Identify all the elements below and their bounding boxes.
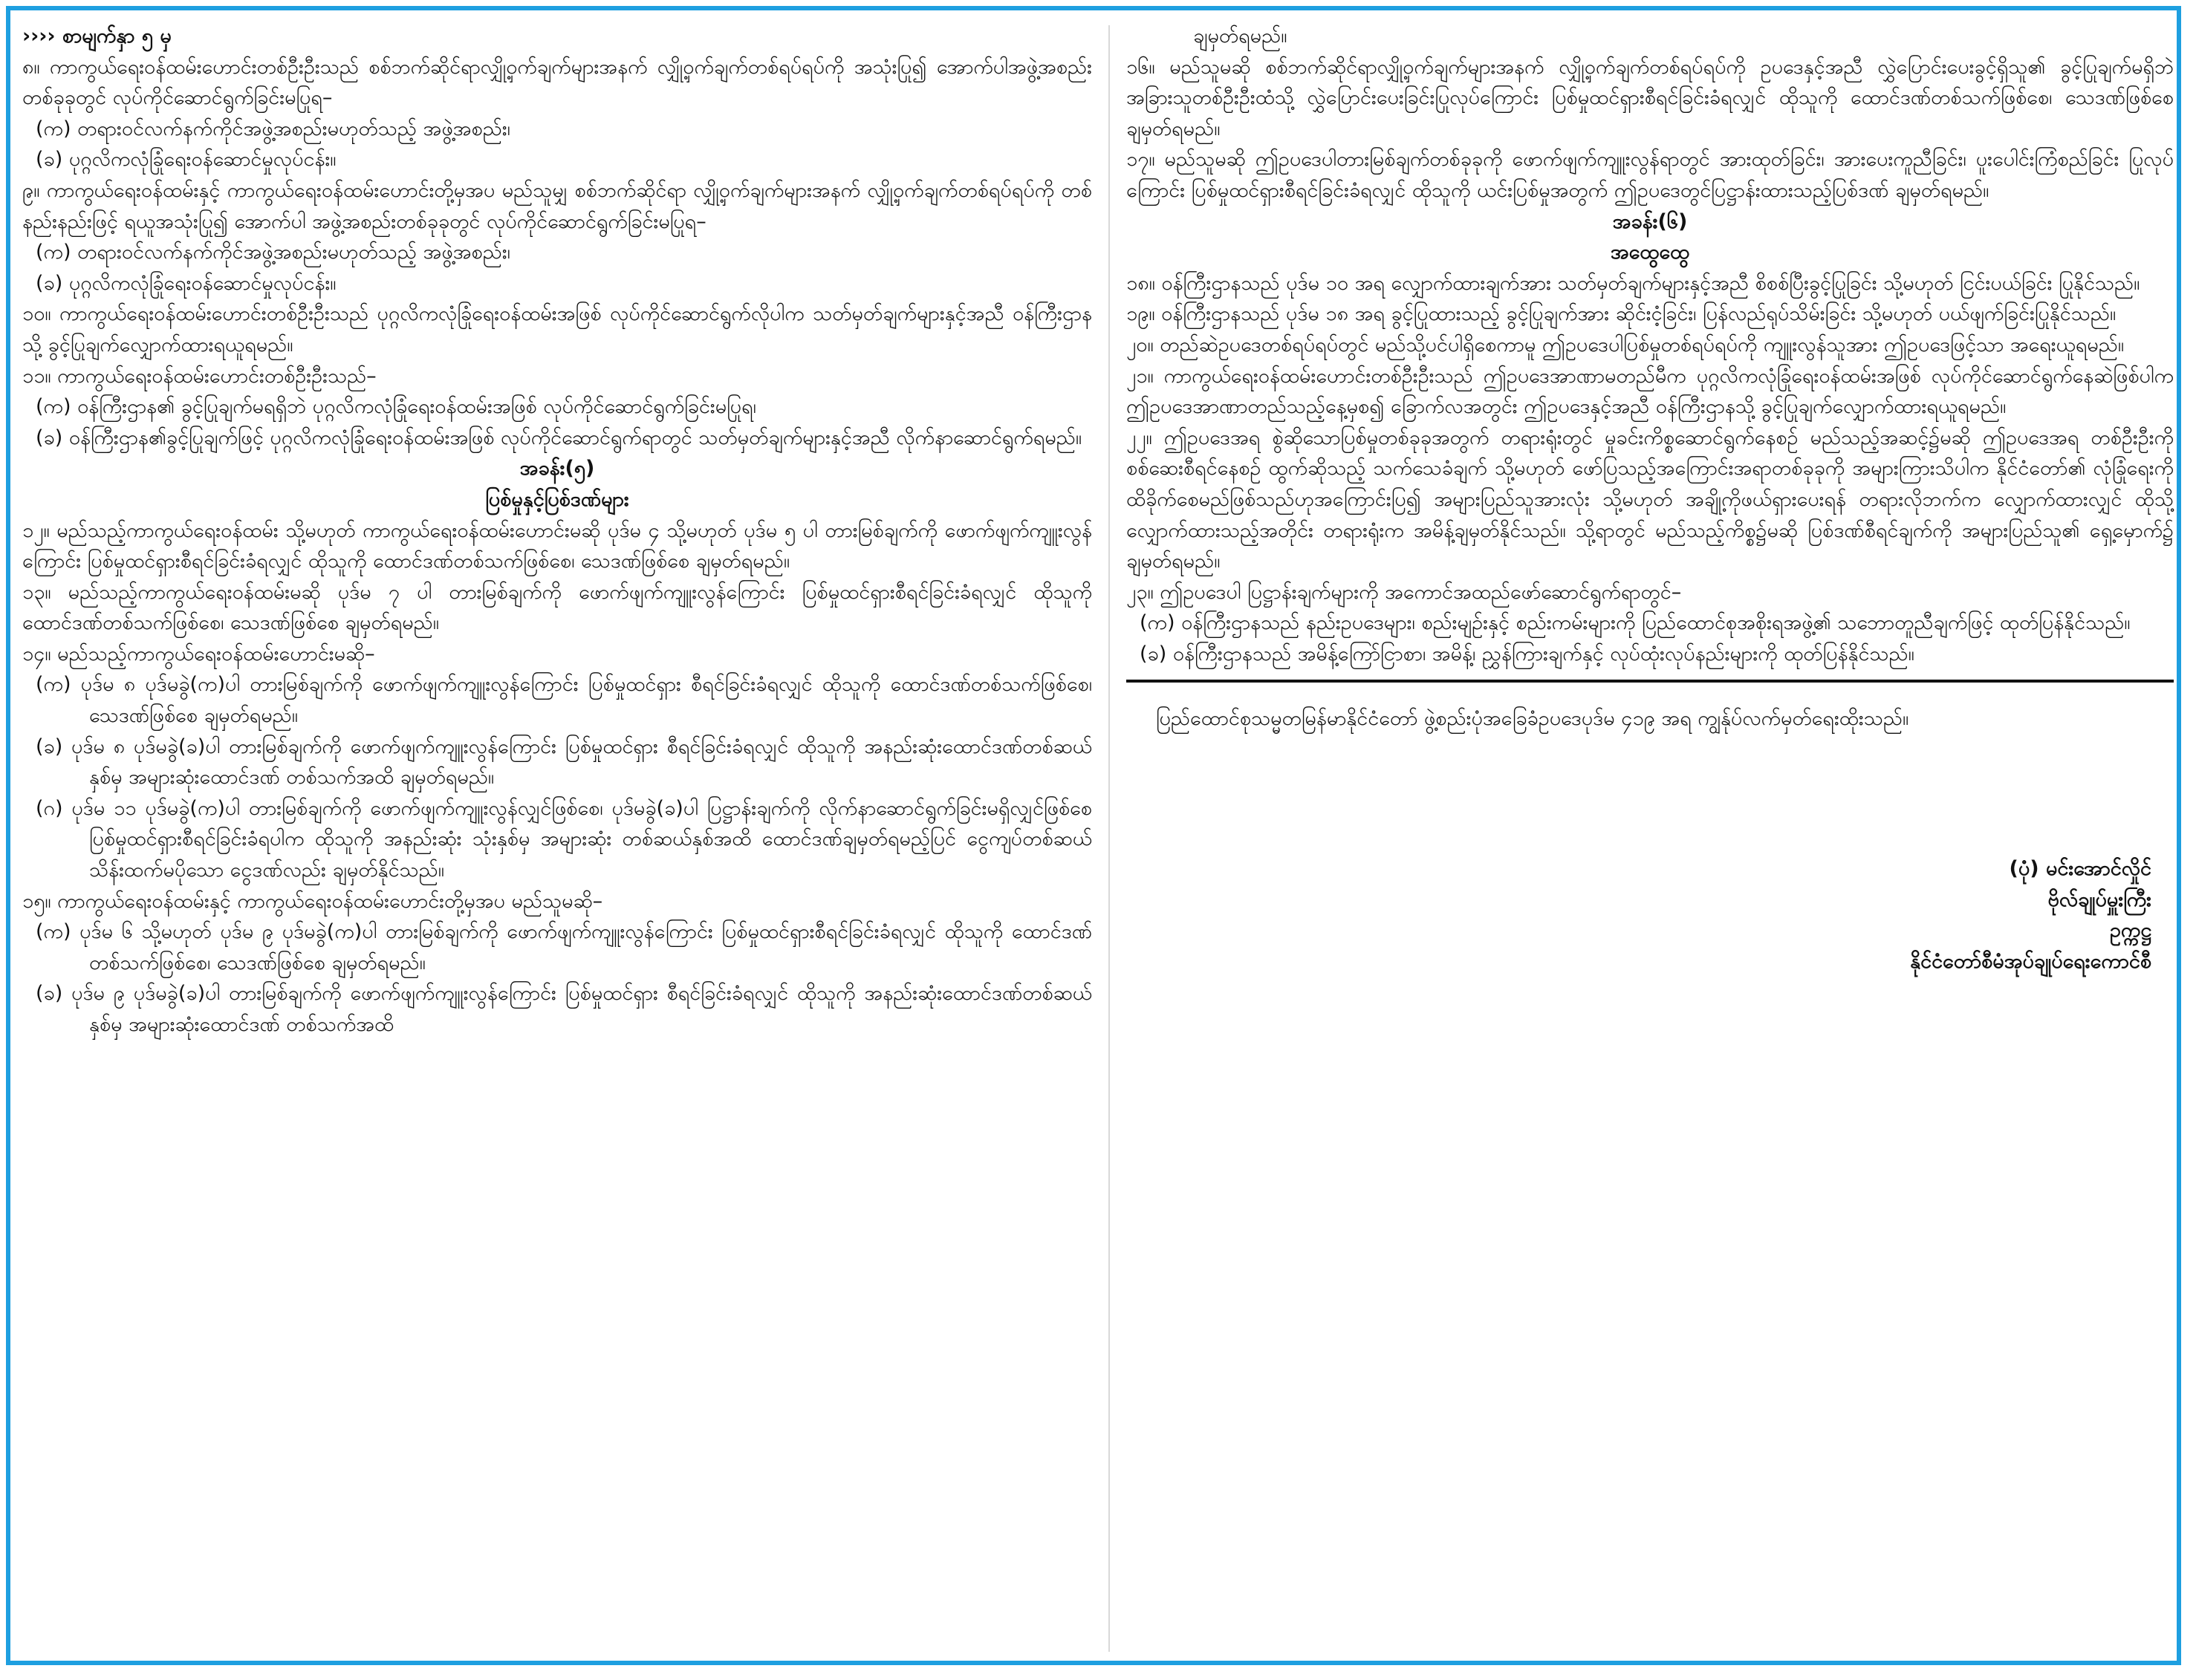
chapter-6-title: အထွေထွေ — [1610, 241, 1690, 264]
section-17: ၁၇။ မည်သူမဆို ဤဥပဒေပါတားမြစ်ချက်တစ်ခုခုကို ဖောက်ဖျက်ကျူးလွန်ရာတွင် အားထုတ်ခြင်း၊ အားပေးကူညီခြင်း၊ ပူးပေါင်းကြံစည်ခြင်း ပြုလုပ်ကြောင်း ပြစ်မှုထင်ရှားစီရင်ခြင်းခံရလျှင် ထိုသူကို ယင်းပြစ်မှုအတွက် ဤဥပဒေတွင်ပြဋ္ဌာန်းထားသည့်ပြစ်ဒဏ် ချမှတ်ရမည်။ — [1126, 148, 2174, 202]
right-column — [1126, 21, 2174, 977]
section-9-a: (က) တရားဝင်လက်နက်ကိုင်အဖွဲ့အစည်းမဟုတ်သည့် အဖွဲ့အစည်း၊ — [36, 241, 510, 264]
signature-separator-rule — [1126, 680, 2174, 683]
chapter-6-number: အခန်း(၆) — [1612, 209, 1688, 233]
section-12: ၁၂။ မည်သည့်ကာကွယ်ရေးဝန်ထမ်း သို့မဟုတ် ကာကွယ်ရေးဝန်ထမ်းဟောင်းမဆို ပုဒ်မ ၄ သို့မဟုတ် ပုဒ်မ ၅ ပါ တားမြစ်ချက်ကို ဖောက်ဖျက်ကျူးလွန်ကြောင်း ပြစ်မှုထင်ရှားစီရင်ခြင်းခံရလျှင် ထိုသူကို ထောင်ဒဏ်တစ်သက်ဖြစ်စေ၊ သေဒဏ်ဖြစ်စေ ချမှတ်ရမည်။ — [22, 518, 1092, 573]
section-15: ၁၅။ ကာကွယ်ရေးဝန်ထမ်းနှင့် ကာကွယ်ရေးဝန်ထမ်းဟောင်းတို့မှအပ မည်သူမဆို– — [22, 889, 603, 913]
section-23: ၂၃။ ဤဥပဒေပါ ပြဋ္ဌာန်းချက်များကို အကောင်အထည်ဖော်ဆောင်ရွက်ရာတွင်– — [1126, 580, 1682, 604]
column-divider — [1108, 25, 1110, 1652]
left-column — [22, 21, 1092, 1041]
section-19: ၁၉။ ဝန်ကြီးဌာနသည် ပုဒ်မ ၁၈ အရ ခွင့်ပြုထားသည့် ခွင့်ပြုချက်အား ဆိုင်းငံ့ခြင်း၊ ပြန်လည်ရုပ်သိမ်းခြင်း သို့မဟုတ် ပယ်ဖျက်ခြင်းပြုနိုင်သည်။ — [1126, 302, 2117, 326]
section-22: ၂၂။ ဤဥပဒေအရ စွဲဆိုသောပြစ်မှုတစ်ခုခုအတွက် တရားရုံးတွင် မှုခင်းကိစ္စဆောင်ရွက်နေစဉ် မည်သည့်အဆင့်၌မဆို ဤဥပဒေအရ တစ်ဦးဦးကို စစ်ဆေးစီရင်နေစဉ် ထွက်ဆိုသည့် သက်သေခံချက် သို့မဟုတ် ဖော်ပြသည့်အကြောင်းအရာတစ်ခုခုကို အများကြားသိပါက နိုင်ငံတော်၏ လုံခြုံရေးကိုထိခိုက်စေမည်ဖြစ်သည်ဟုအကြောင်းပြ၍ အများပြည်သူအားလုံး သို့မဟုတ် အချို့ကိုဖယ်ရှားပေးရန် တရားလိုဘက်က လျှောက်ထားလျှင် ထိုသို့လျှောက်ထားသည့်အတိုင်း တရားရုံးက အမိန့်ချမှတ်နိုင်သည်။ သို့ရာတွင် မည်သည့်ကိစ္စ၌မဆို ပြစ်ဒဏ်စီရင်ချက်ကို အများပြည်သူ၏ ရှေ့မှောက်၌ ချမှတ်ရမည်။ — [1126, 426, 2174, 573]
chapter-5-title: ပြစ်မှုနှင့်ပြစ်ဒဏ်များ — [485, 487, 629, 511]
section-14-b: (ခ) ပုဒ်မ ၈ ပုဒ်မခွဲ(ခ)ပါ တားမြစ်ချက်ကို ဖောက်ဖျက်ကျူးလွန်ကြောင်း ပြစ်မှုထင်ရှား စီရင်ခြင်းခံရလျှင် ထိုသူကို အနည်းဆုံးထောင်ဒဏ်တစ်ဆယ်နှစ်မှ အများဆုံးထောင်ဒဏ် တစ်သက်အထိ ချမှတ်ရမည်။ — [36, 735, 1092, 789]
section-23-a: (က) ဝန်ကြီးဌာနသည် နည်းဥပဒေများ၊ စည်းမျဉ်းနှင့် စည်းကမ်းများကို ပြည်ထောင်စုအစိုးရအဖွဲ့၏ သဘောတူညီချက်ဖြင့် ထုတ်ပြန်နိုင်သည်။ — [1140, 611, 2131, 635]
section-13: ၁၃။ မည်သည့်ကာကွယ်ရေးဝန်ထမ်းမဆို ပုဒ်မ ၇ ပါ တားမြစ်ချက်ကို ဖောက်ဖျက်ကျူးလွန်ကြောင်း ပြစ်မှုထင်ရှားစီရင်ခြင်းခံရလျှင် ထိုသူကို ထောင်ဒဏ်တစ်သက်ဖြစ်စေ၊ သေဒဏ်ဖြစ်စေ ချမှတ်ရမည်။ — [22, 580, 1092, 635]
section-15-b: (ခ) ပုဒ်မ ၉ ပုဒ်မခွဲ(ခ)ပါ တားမြစ်ချက်ကို ဖောက်ဖျက်ကျူးလွန်ကြောင်း ပြစ်မှုထင်ရှား စီရင်ခြင်းခံရလျှင် ထိုသူကို အနည်းဆုံးထောင်ဒဏ်တစ်ဆယ်နှစ်မှ အများဆုံးထောင်ဒဏ် တစ်သက်အထိ — [36, 982, 1092, 1036]
section-8: ၈။ ကာကွယ်ရေးဝန်ထမ်းဟောင်းတစ်ဦးဦးသည် စစ်ဘက်ဆိုင်ရာလျှို့ဝှက်ချက်များအနက် လျှို့ဝှက်ချက်တစ်ရပ်ရပ်ကို အသုံးပြု၍ အောက်ပါအဖွဲ့အစည်းတစ်ခုခုတွင် လုပ်ကိုင်ဆောင်ရွက်ခြင်းမပြုရ– — [22, 55, 1092, 110]
section-9: ၉။ ကာကွယ်ရေးဝန်ထမ်းနှင့် ကာကွယ်ရေးဝန်ထမ်းဟောင်းတို့မှအပ မည်သူမျှ စစ်ဘက်ဆိုင်ရာ လျှို့ဝှက်ချက်များအနက် လျှို့ဝှက်ချက်တစ်ရပ်ရပ်ကို တစ်နည်းနည်းဖြင့် ရယူအသုံးပြု၍ အောက်ပါ အဖွဲ့အစည်းတစ်ခုခုတွင် လုပ်ကိုင်ဆောင်ရွက်ခြင်းမပြုရ– — [22, 178, 1092, 233]
section-15-b-continuation: ချမှတ်ရမည်။ — [1193, 25, 1287, 48]
section-18: ၁၈။ ဝန်ကြီးဌာနသည် ပုဒ်မ ၁၀ အရ လျှောက်ထားချက်အား သတ်မှတ်ချက်များနှင့်အညီ စိစစ်ပြီးခွင့်ပြုခြင်း သို့မဟုတ် ငြင်းပယ်ခြင်း ပြုနိုင်သည်။ — [1126, 271, 2140, 295]
section-15-a: (က) ပုဒ်မ ၆ သို့မဟုတ် ပုဒ်မ ၉ ပုဒ်မခွဲ(က)ပါ တားမြစ်ချက်ကို ဖောက်ဖျက်ကျူးလွန်ကြောင်း ပြစ်မှုထင်ရှားစီရင်ခြင်းခံရလျှင် ထိုသူကို ထောင်ဒဏ်တစ်သက်ဖြစ်စေ၊ သေဒဏ်ဖြစ်စေ ချမှတ်ရမည်။ — [36, 920, 1092, 974]
signatory-rank: ဗိုလ်ချုပ်မှူးကြီး — [2047, 888, 2151, 911]
section-21: ၂၁။ ကာကွယ်ရေးဝန်ထမ်းဟောင်းတစ်ဦးဦးသည် ဤဥပဒေအာဏာမတည်မီက ပုဂ္ဂလိကလုံခြုံရေးဝန်ထမ်းအဖြစ် လုပ်ကိုင်ဆောင်ရွက်နေဆဲဖြစ်ပါက ဤဥပဒေအာဏာတည်သည့်နေ့မှစ၍ ခြောက်လအတွင်း ဤဥပဒေနှင့်အညီ ဝန်ကြီးဌာနသို့ ခွင့်ပြုချက်လျှောက်ထားရယူရမည်။ — [1126, 364, 2174, 419]
signatory-role: ဥက္ကဋ္ဌ — [2109, 919, 2151, 942]
page-continuation-header: ›››› စာမျက်နှာ ၅ မှ — [22, 25, 172, 48]
section-23-b: (ခ) ဝန်ကြီးဌာနသည် အမိန့်ကြော်ငြာစာ၊ အမိန့်၊ ညွှန်ကြားချက်နှင့် လုပ်ထုံးလုပ်နည်းများကို ထုတ်ပြန်နိုင်သည်။ — [1140, 642, 1914, 665]
section-20: ၂၀။ တည်ဆဲဥပဒေတစ်ရပ်ရပ်တွင် မည်သို့ပင်ပါရှိစေကာမူ ဤဥပဒေပါပြစ်မှုတစ်ရပ်ရပ်ကို ကျူးလွန်သူအား ဤဥပဒေဖြင့်သာ အရေးယူရမည်။ — [1126, 333, 2125, 356]
section-14-a: (က) ပုဒ်မ ၈ ပုဒ်မခွဲ(က)ပါ တားမြစ်ချက်ကို ဖောက်ဖျက်ကျူးလွန်ကြောင်း ပြစ်မှုထင်ရှား စီရင်ခြင်းခံရလျှင် ထိုသူကို ထောင်ဒဏ်တစ်သက်ဖြစ်စေ၊ သေဒဏ်ဖြစ်စေ ချမှတ်ရမည်။ — [36, 673, 1092, 728]
section-11-a: (က) ဝန်ကြီးဌာန၏ ခွင့်ပြုချက်မရရှိဘဲ ပုဂ္ဂလိကလုံခြုံရေးဝန်ထမ်းအဖြစ် လုပ်ကိုင်ဆောင်ရွက်ခြင်းမပြုရ၊ — [36, 395, 756, 419]
section-9-b: (ခ) ပုဂ္ဂလိကလုံခြုံရေးဝန်ဆောင်မှုလုပ်ငန်း။ — [36, 271, 337, 295]
signatory-organization: နိုင်ငံတော်စီမံအုပ်ချုပ်ရေးကောင်စီ — [1910, 949, 2151, 973]
section-11-b: (ခ) ဝန်ကြီးဌာန၏ခွင့်ပြုချက်ဖြင့် ပုဂ္ဂလိကလုံခြုံရေးဝန်ထမ်းအဖြစ် လုပ်ကိုင်ဆောင်ရွက်ရာတွင် သတ်မှတ်ချက်များနှင့်အညီ လိုက်နာဆောင်ရွက်ရမည်။ — [36, 426, 1082, 449]
publication-statement: ပြည်ထောင်စုသမ္မတမြန်မာနိုင်ငံတော် ဖွဲ့စည်းပုံအခြေခံဥပဒေပုဒ်မ ၄၁၉ အရ ကျွန်ုပ်လက်မှတ်ရေးထိုးသည်။ — [1156, 707, 1909, 731]
section-8-a: (က) တရားဝင်လက်နက်ကိုင်အဖွဲ့အစည်းမဟုတ်သည့် အဖွဲ့အစည်း၊ — [36, 117, 510, 140]
section-14-c: (ဂ) ပုဒ်မ ၁၁ ပုဒ်မခွဲ(က)ပါ တားမြစ်ချက်ကို ဖောက်ဖျက်ကျူးလွန်လျှင်ဖြစ်စေ၊ ပုဒ်မခွဲ(ခ)ပါ ပြဋ္ဌာန်းချက်ကို လိုက်နာဆောင်ရွက်ခြင်းမရှိလျှင်ဖြစ်စေ ပြစ်မှုထင်ရှားစီရင်ခြင်းခံရပါက ထိုသူကို အနည်းဆုံး သုံးနှစ်မှ အများဆုံး တစ်ဆယ်နှစ်အထိ ထောင်ဒဏ်ချမှတ်ရမည့်ပြင် ငွေကျပ်တစ်ဆယ်သိန်းထက်မပိုသော ငွေဒဏ်လည်း ချမှတ်နိုင်သည်။ — [36, 796, 1092, 882]
page-frame — [6, 6, 2181, 1665]
section-11: ၁၁။ ကာကွယ်ရေးဝန်ထမ်းဟောင်းတစ်ဦးဦးသည်– — [22, 364, 377, 388]
section-10: ၁၀။ ကာကွယ်ရေးဝန်ထမ်းဟောင်းတစ်ဦးဦးသည် ပုဂ္ဂလိကလုံခြုံရေးဝန်ထမ်းအဖြစ် လုပ်ကိုင်ဆောင်ရွက်လိုပါက သတ်မှတ်ချက်များနှင့်အညီ ဝန်ကြီးဌာနသို့ ခွင့်ပြုချက်လျှောက်ထားရယူရမည်။ — [22, 302, 1092, 356]
section-8-b: (ခ) ပုဂ္ဂလိကလုံခြုံရေးဝန်ဆောင်မှုလုပ်ငန်း။ — [36, 148, 337, 172]
signatory-name: (ပုံ) မင်းအောင်လှိုင် — [2009, 857, 2151, 881]
chapter-5-number: အခန်း(၅) — [519, 457, 595, 481]
section-14: ၁၄။ မည်သည့်ကာကွယ်ရေးဝန်ထမ်းဟောင်းမဆို– — [22, 642, 375, 665]
signature-block — [1126, 853, 2174, 977]
section-16: ၁၆။ မည်သူမဆို စစ်ဘက်ဆိုင်ရာလျှို့ဝှက်ချက်များအနက် လျှို့ဝှက်ချက်တစ်ရပ်ရပ်ကို ဥပဒေနှင့်အညီ လွှဲပြောင်းပေးခွင့်ရှိသူ၏ ခွင့်ပြုချက်မရှိဘဲ အခြားသူတစ်ဦးဦးထံသို့ လွှဲပြောင်းပေးခြင်းပြုလုပ်ကြောင်း ပြစ်မှုထင်ရှားစီရင်ခြင်းခံရလျှင် ထိုသူကို ထောင်ဒဏ်တစ်သက်ဖြစ်စေ၊ သေဒဏ်ဖြစ်စေ ချမှတ်ရမည်။ — [1126, 55, 2174, 140]
